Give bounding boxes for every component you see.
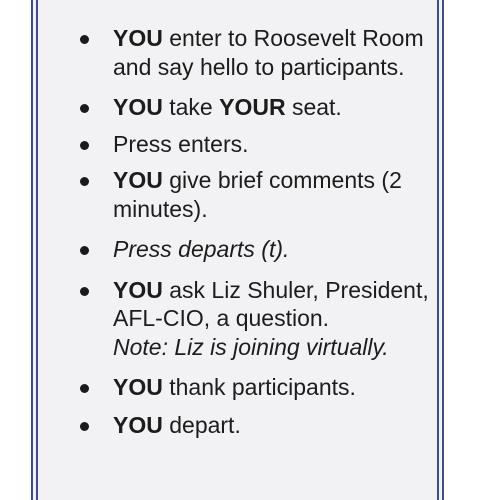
list-item xyxy=(0,93,440,122)
item-emphasis-2: YOUR xyxy=(219,94,286,120)
item-text: Press enters. xyxy=(113,130,249,157)
list-item xyxy=(0,411,440,440)
item-text: enter to Roosevelt Room and say hello to participants. xyxy=(113,25,424,80)
bullet-icon xyxy=(80,287,89,296)
item-emphasis: YOU xyxy=(113,94,163,120)
bullet-icon xyxy=(80,104,89,113)
item-text-2: seat. xyxy=(285,94,342,120)
right-border-outer xyxy=(442,0,444,500)
list-item xyxy=(0,130,440,159)
list-item xyxy=(0,276,440,362)
item-emphasis: YOU xyxy=(113,411,163,438)
item-emphasis: YOU xyxy=(113,25,163,51)
item-text: Press departs (t). xyxy=(113,236,290,262)
bullet-icon xyxy=(80,35,89,44)
bullet-icon xyxy=(80,177,89,186)
item-emphasis: YOU xyxy=(113,374,163,400)
bullet-icon xyxy=(80,422,89,431)
item-emphasis: YOU xyxy=(113,276,163,303)
right-margin xyxy=(444,0,500,500)
bullet-icon xyxy=(80,141,89,150)
item-note: Note: Liz is joining virtually. xyxy=(113,333,389,360)
item-text: ask Liz Shuler, President, AFL-CIO, a question. xyxy=(113,276,429,331)
agenda-list xyxy=(0,24,440,439)
item-text: thank participants. xyxy=(162,374,356,400)
item-text: depart. xyxy=(162,411,241,438)
list-item xyxy=(0,166,440,223)
list-item xyxy=(0,373,440,402)
bullet-icon xyxy=(80,384,89,393)
bullet-icon xyxy=(80,246,89,255)
list-item xyxy=(0,24,440,81)
item-text: give brief comments (2 minutes). xyxy=(113,167,402,222)
item-emphasis: YOU xyxy=(113,167,163,193)
list-item xyxy=(0,235,440,264)
item-text: take xyxy=(162,94,220,120)
